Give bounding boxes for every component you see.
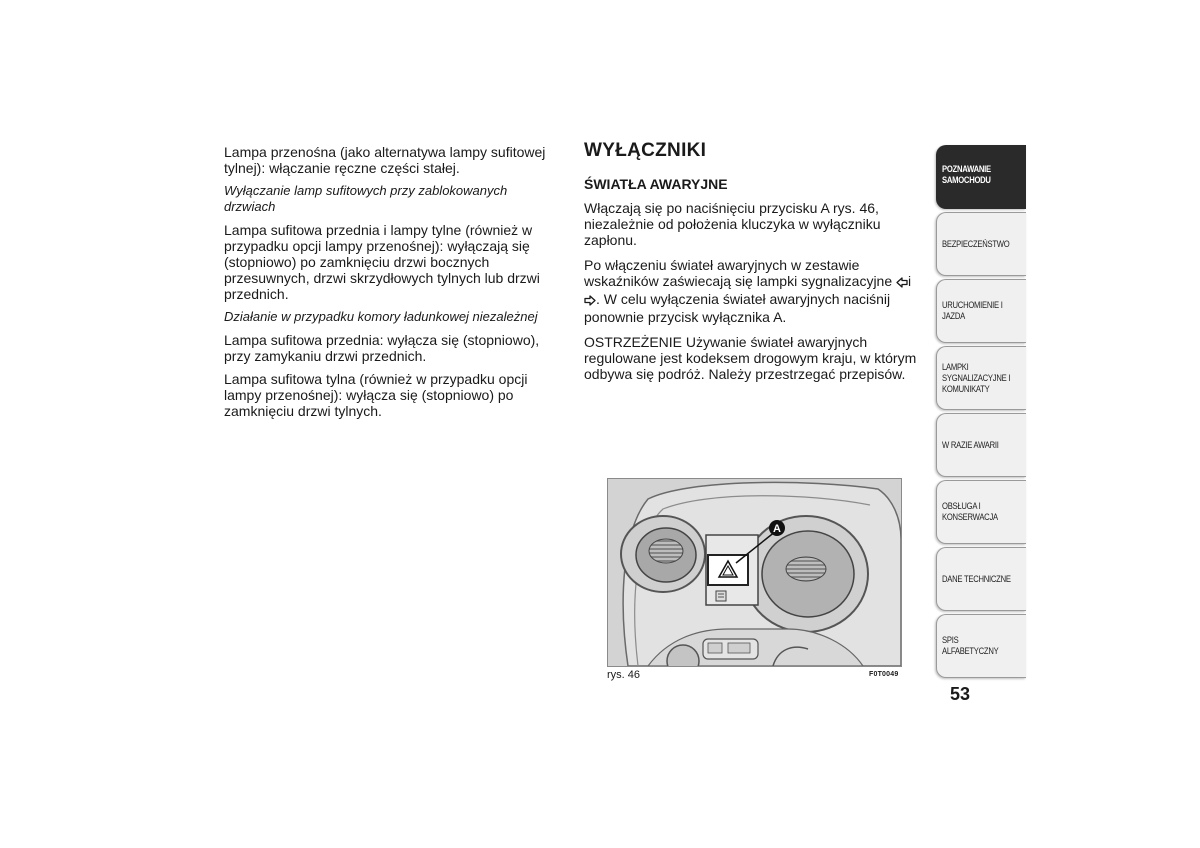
paragraph: Lampa sufitowa przednia i lampy tylne (również w przypadku opcji lampy przenośnej): wyłączają się (stopniowo) po zamknięciu drzwi bocznych przesuwnych, drzwi skrzydłowych tylnych lub drzwi przednich. [224, 222, 540, 302]
tab-label: BEZPIECZEŃSTWO [942, 238, 1010, 249]
turn-right-arrow-icon [584, 293, 596, 309]
warning-label: OSTRZEŻENIE [584, 334, 683, 350]
tab-label: SPIS ALFABETYCZNY [942, 635, 999, 656]
tab-label: URUCHOMIENIE I JAZDA [942, 300, 1003, 321]
paragraph: Lampa przenośna (jako alternatywa lampy sufitowej tylnej): włączanie ręczne części stałej. [224, 144, 546, 176]
paragraph-text: . W celu wyłączenia świateł awaryjnych naciśnij ponownie przycisk wyłącznika A. [584, 291, 891, 325]
tab-dane-techniczne[interactable] [936, 547, 1026, 611]
paragraph: Włączają się po naciśnięciu przycisku A rys. 46, niezależnie od położenia kluczyka w wyłączniku zapłonu. [584, 200, 881, 248]
left-column [224, 144, 554, 426]
tab-bezpieczenstwo[interactable] [936, 212, 1026, 276]
callout-label: A [773, 523, 781, 535]
paragraph [584, 257, 924, 325]
tab-obsluga-i-konserwacja[interactable] [936, 480, 1026, 544]
figure-caption: rys. 46 [607, 669, 641, 681]
paragraph: Lampa sufitowa tylna (również w przypadku opcji lampy przenośnej): wyłącza się (stopniowo) po zamknięciu drzwi tylnych. [224, 371, 528, 419]
figure-dashboard-photo [607, 478, 902, 667]
tab-label: OBSŁUGA I KONSERWACJA [942, 501, 998, 522]
tab-lampki-sygnalizacyjne[interactable] [936, 346, 1026, 410]
warning-paragraph [584, 334, 924, 382]
tab-w-razie-awarii[interactable] [936, 413, 1026, 477]
turn-left-arrow-icon [896, 275, 908, 291]
tab-spis-alfabetyczny[interactable] [936, 614, 1026, 678]
paragraph-text: i [908, 273, 912, 289]
right-column [584, 140, 924, 391]
section-subtitle: ŚWIATŁA AWARYJNE [584, 176, 728, 192]
warning-text: Używanie świateł awaryjnych regulowane jest kodeksem drogowym kraju, w którym odbywa się podróż. Należy przestrzegać przepisów. [584, 334, 917, 382]
paragraph-text: Po włączeniu świateł awaryjnych w zestawie wskaźników zaświecają się lampki sygnalizacyjne [584, 257, 893, 289]
rear-defrost-icon [716, 591, 726, 601]
figure-code: F0T0049 [869, 671, 899, 678]
subheading-italic: Wyłączanie lamp sufitowych przy zablokowanych drzwiach [224, 183, 508, 214]
tab-label: LAMPKI SYGNALIZACYJNE I KOMUNIKATY [942, 361, 1011, 394]
tab-label: DANE TECHNICZNE [942, 573, 1011, 584]
tab-label: W RAZIE AWARII [942, 439, 999, 450]
page-number: 53 [950, 684, 971, 704]
dashboard-illustration [608, 479, 901, 666]
tab-poznawanie-samochodu[interactable] [936, 145, 1026, 209]
paragraph: Lampa sufitowa przednia: wyłącza się (stopniowo), przy zamykaniu drzwi przednich. [224, 332, 540, 364]
tab-label: POZNAWANIE SAMOCHODU [942, 164, 991, 185]
subheading-italic: Działanie w przypadku komory ładunkowej niezależnej [224, 309, 538, 324]
tab-uruchomienie-i-jazda[interactable] [936, 279, 1026, 343]
section-title: WYŁĄCZNIKI [584, 140, 707, 161]
